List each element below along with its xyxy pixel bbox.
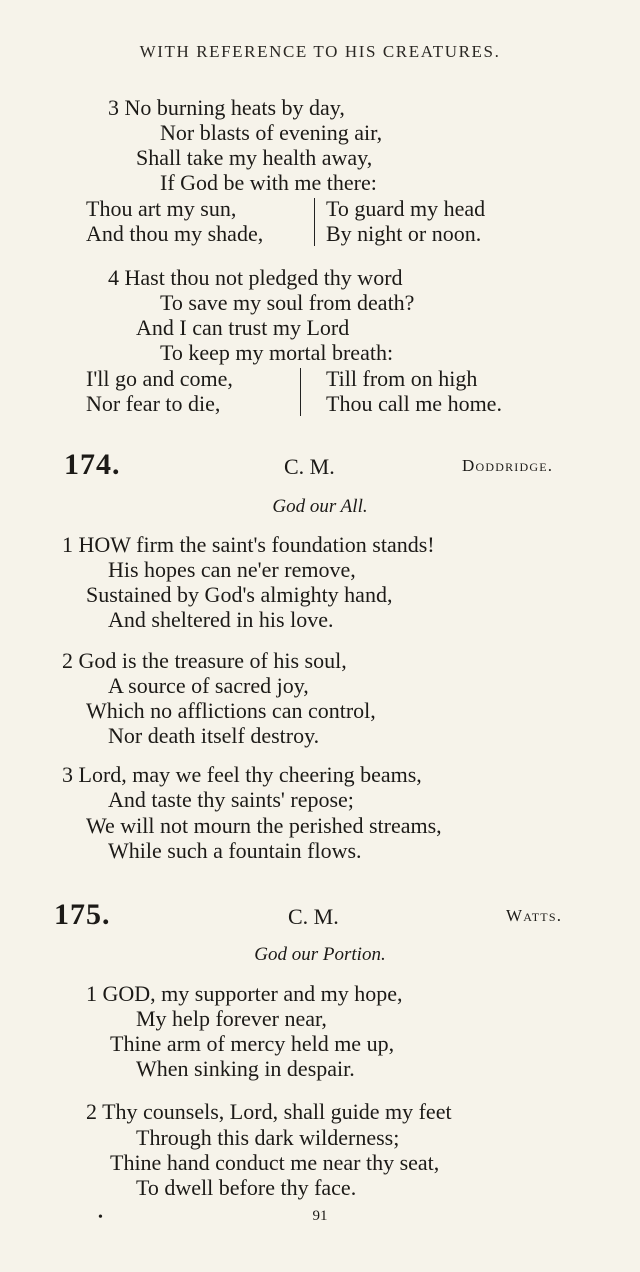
verse-line: My help forever near,	[136, 1006, 327, 1031]
verse-line: A source of sacred joy,	[108, 673, 309, 698]
hymn-meter: C. M.	[288, 904, 339, 929]
verse-line-right: To guard my head	[326, 196, 486, 221]
verse-line: 2 God is the treasure of his soul,	[62, 648, 347, 673]
verse-line: To keep my mortal breath:	[160, 340, 394, 365]
verse-line: Thine hand conduct me near thy seat,	[110, 1150, 440, 1175]
verse-line: If God be with me there:	[160, 170, 377, 195]
verse-line-left: Thou art my sun,	[86, 196, 237, 221]
verse-line: 4 Hast thou not pledged thy word	[108, 265, 403, 290]
verse-line: While such a fountain flows.	[108, 838, 362, 863]
verse-line: 1 HOW firm the saint's foundation stands!	[62, 532, 435, 557]
verse-line-right: By night or noon.	[326, 221, 482, 246]
verse-divider	[314, 198, 315, 246]
verse-line: And taste thy saints' repose;	[108, 787, 354, 812]
verse-line: And I can trust my Lord	[136, 315, 350, 340]
verse-line: Which no afflictions can control,	[86, 698, 376, 723]
verse-line-right: Thou call me home.	[326, 391, 502, 416]
verse-line-right: Till from on high	[326, 366, 478, 391]
hymn-number: 175.	[54, 898, 111, 931]
verse-line: Through this dark wilderness;	[136, 1125, 400, 1150]
verse-line: Thine arm of mercy held me up,	[110, 1031, 395, 1056]
verse-line: 3 No burning heats by day,	[108, 95, 345, 120]
verse-line: Shall take my health away,	[136, 145, 373, 170]
verse-line: And sheltered in his love.	[108, 607, 334, 632]
verse-line: To save my soul from death?	[160, 290, 415, 315]
verse-line: 1 GOD, my supporter and my hope,	[86, 981, 403, 1006]
verse-divider	[300, 368, 301, 416]
verse-line: 2 Thy counsels, Lord, shall guide my feet	[86, 1099, 452, 1124]
verse-line: When sinking in despair.	[136, 1056, 355, 1081]
hymn-number: 174.	[64, 448, 121, 481]
hymn-author: Watts.	[506, 906, 563, 925]
hymn-meter: C. M.	[284, 454, 335, 479]
hymn-author: Doddridge.	[462, 456, 554, 475]
verse-line: Sustained by God's almighty hand,	[86, 582, 393, 607]
footer-mark: •	[98, 1210, 103, 1225]
page-number: 91	[312, 1208, 328, 1224]
verse-line: 3 Lord, may we feel thy cheering beams,	[62, 762, 422, 787]
running-head: WITH REFERENCE TO HIS CREATURES.	[139, 42, 501, 61]
verse-line: Nor death itself destroy.	[108, 723, 320, 748]
verse-line: His hopes can ne'er remove,	[108, 557, 356, 582]
verse-line-left: And thou my shade,	[86, 221, 264, 246]
verse-line: We will not mourn the perished streams,	[86, 813, 442, 838]
hymn-title: God our Portion.	[254, 944, 386, 965]
verse-line-left: Nor fear to die,	[86, 391, 221, 416]
hymn-title: God our All.	[272, 496, 368, 517]
verse-line: Nor blasts of evening air,	[160, 120, 383, 145]
verse-line-left: I'll go and come,	[86, 366, 233, 391]
verse-line: To dwell before thy face.	[136, 1175, 357, 1200]
